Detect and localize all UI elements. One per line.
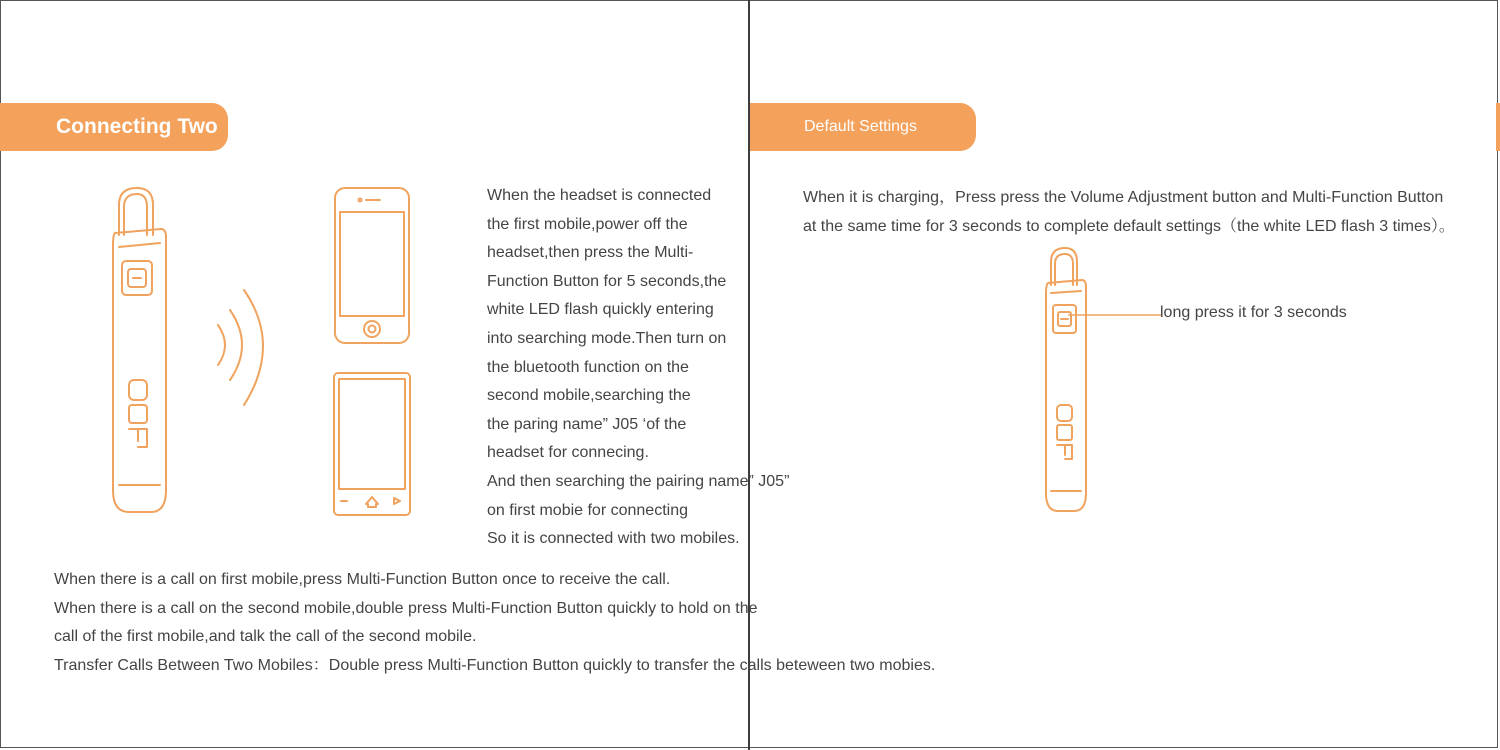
instruction-line: When the headset is connected bbox=[487, 187, 712, 204]
call-note-line: When there is a call on first mobile,press Multi-Function Button once to receive the call. bbox=[54, 571, 671, 588]
connecting-two-tab bbox=[0, 103, 228, 151]
call-note-line: Transfer Calls Between Two Mobiles：Double press Multi-Function Button quickly to transfer the calls beteween two mobies. bbox=[54, 656, 936, 674]
long-press-callout: long press it for 3 seconds bbox=[1160, 304, 1347, 321]
callout-leader-line bbox=[1068, 313, 1162, 317]
instruction-line: the paring name” J05 ‘of the bbox=[487, 415, 687, 433]
bluetooth-waves-icon bbox=[210, 285, 290, 415]
call-handling-notes bbox=[54, 566, 935, 680]
instruction-line: second mobile,searching the bbox=[487, 387, 691, 405]
instruction-line: And then searching the pairing name” J05” bbox=[487, 472, 790, 490]
instruction-line: on first mobie for connecting bbox=[487, 501, 688, 519]
connecting-two-title: Connecting Two bbox=[56, 115, 218, 138]
instruction-line: headset for connecing. bbox=[487, 444, 649, 462]
connecting-instructions bbox=[487, 182, 789, 554]
instruction-line: white LED flash quickly entering bbox=[487, 301, 714, 319]
headset-illustration bbox=[105, 185, 175, 520]
instruction-line: Function Button for 5 seconds,the bbox=[487, 272, 727, 290]
headset-illustration bbox=[1040, 245, 1090, 517]
instruction-line: headset,then press the Multi- bbox=[487, 244, 694, 262]
smartphone-icon bbox=[333, 186, 411, 346]
default-settings-tab bbox=[750, 103, 976, 151]
instruction-line: So it is connected with two mobiles. bbox=[487, 530, 740, 548]
next-page-tab-edge bbox=[1496, 103, 1500, 151]
instruction-line: at the same time for 3 seconds to complete default settings（the white LED flash 3 times）。 bbox=[803, 217, 1455, 235]
call-note-line: When there is a call on the second mobile,double press Multi-Function Button quickly to hold on the bbox=[54, 599, 758, 617]
android-phone-icon bbox=[332, 371, 412, 517]
instruction-line: into searching mode.Then turn on bbox=[487, 329, 727, 347]
call-note-line: call of the first mobile,and talk the call of the second mobile. bbox=[54, 628, 477, 646]
default-settings-instructions bbox=[803, 184, 1455, 241]
instruction-line: When it is charging，Press press the Volume Adjustment button and Multi-Function Button bbox=[803, 189, 1444, 206]
default-settings-title: Default Settings bbox=[804, 118, 917, 135]
instruction-line: the first mobile,power off the bbox=[487, 215, 688, 233]
instruction-line: the bluetooth function on the bbox=[487, 358, 689, 376]
